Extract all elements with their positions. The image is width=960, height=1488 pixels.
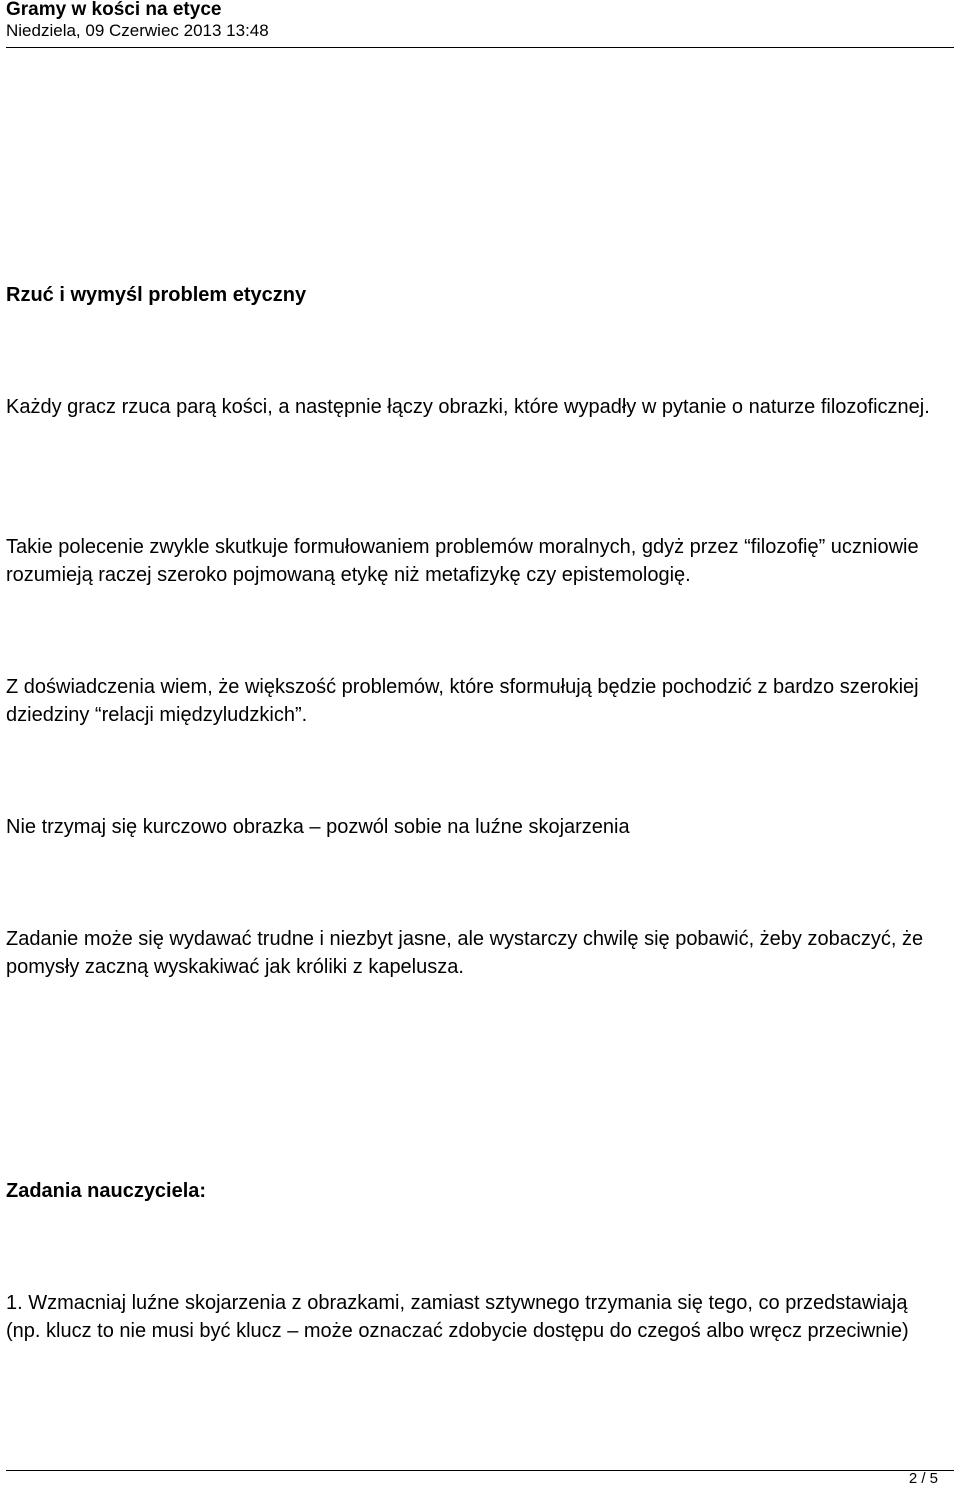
teacher-tasks-heading: Zadania nauczyciela: <box>6 1180 207 1202</box>
document-title: Gramy w kości na etyce <box>6 0 222 20</box>
paragraph-experience: Z doświadczenia wiem, że większość problemów, które sformułują będzie pochodzić z bardzo szerokiej dziedziny “relacji międzyludzkich”. <box>6 676 919 726</box>
document-date: Niedziela, 09 Czerwiec 2013 13:48 <box>6 21 269 40</box>
paragraph-associations: Nie trzymaj się kurczowo obrazka – pozwól sobie na luźne skojarzenia <box>6 816 630 838</box>
teacher-task-1: 1. Wzmacniaj luźne skojarzenia z obrazkami, zamiast sztywnego trzymania się tego, co przedstawiają (np. klucz to nie musi być klucz – może oznaczać zdobycie dostępu do czegoś albo wręcz przeciwnie) <box>6 1292 909 1342</box>
section-heading: Rzuć i wymyśl problem etyczny <box>6 284 307 306</box>
footer-divider <box>6 1470 954 1471</box>
header-divider <box>6 47 954 48</box>
paragraph-difficulty: Zadanie może się wydawać trudne i niezbyt jasne, ale wystarczy chwilę się pobawić, żeby zobaczyć, że pomysły zaczną wyskakiwać jak króliki z kapelusza. <box>6 928 924 978</box>
paragraph-dice-rules: Każdy gracz rzuca parą kości, a następnie łączy obrazki, które wypadły w pytanie o naturze filozoficznej. <box>6 396 930 418</box>
paragraph-moral-problems: Takie polecenie zwykle skutkuje formułowaniem problemów moralnych, gdyż przez “filozofię” uczniowie rozumieją raczej szeroko pojmowaną etykę niż metafizykę czy epistemologię. <box>6 536 919 586</box>
page-number: 2 / 5 <box>908 1470 938 1487</box>
page-header <box>6 0 954 42</box>
